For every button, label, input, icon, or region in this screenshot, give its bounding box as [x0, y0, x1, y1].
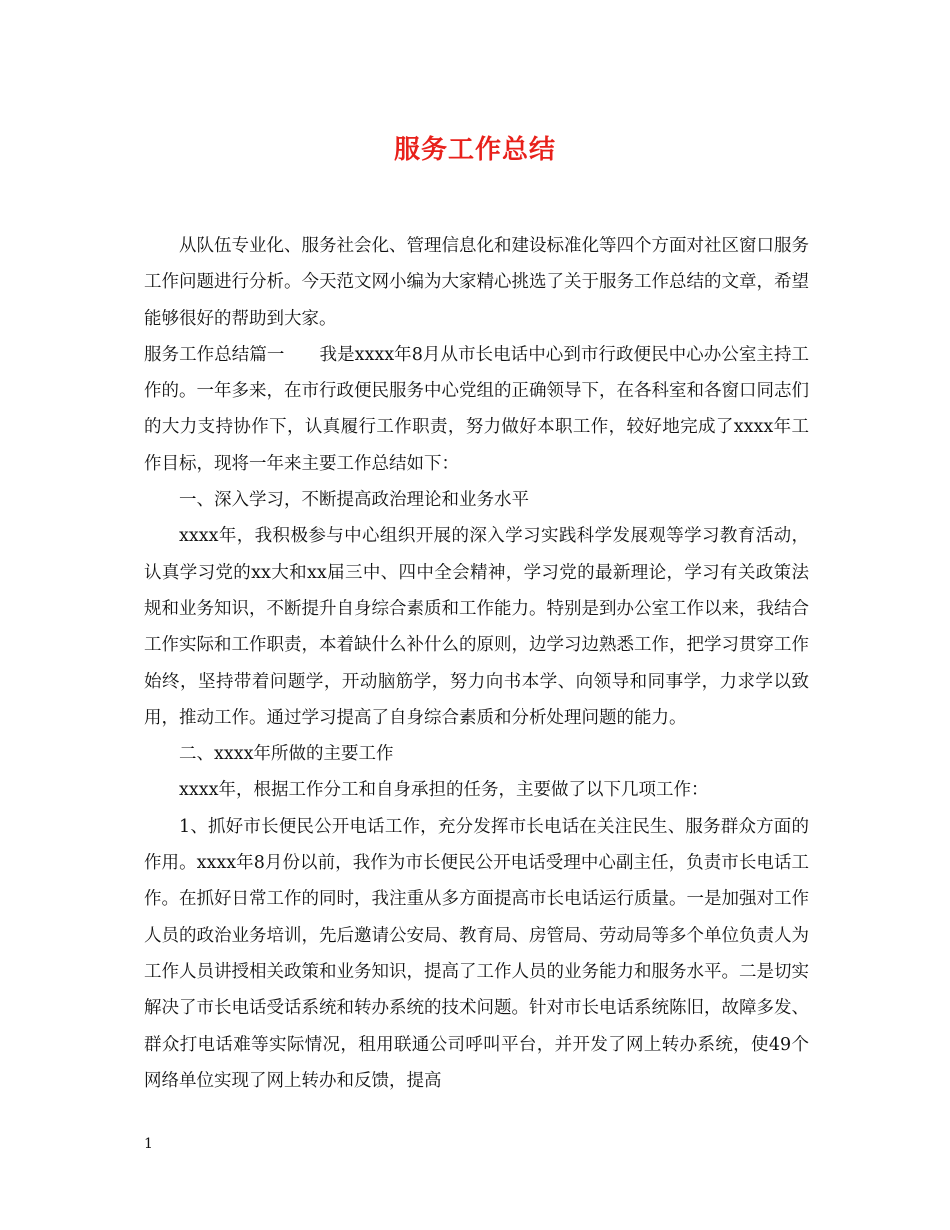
- paragraph-study: xxxx年，我积极参与中心组织开展的深入学习实践科学发展观等学习教育活动，认真学习党的xx大和xx届三中、四中全会精神，学习党的最新理论，学习有关政策法规和业务知识，不断提升自身综合素质和工作能力。特别是到办公室工作以来，我结合工作实际和工作职责，本着缺什么补什么的原则，边学习边熟悉工作，把学习贯穿工作始终，坚持带着问题学，开动脑筋学，努力向书本学、向领导和同事学，力求学以致用，推动工作。通过学习提高了自身综合素质和分析处理问题的能力。: [144, 526, 809, 728]
- document-body: [144, 228, 809, 1099]
- document-title: 服务工作总结: [393, 135, 556, 165]
- paragraph-hotline: 1、抓好市长便民公开电话工作，充分发挥市长电话在关注民生、服务群众方面的作用。xxxx年8月份以前，我作为市长便民公开电话受理中心副主任，负责市长电话工作。在抓好日常工作的同时，我注重从多方面提高市长电话运行质量。一是加强对工作人员的政治业务培训，先后邀请公安局、教育局、房管局、劳动局等多个单位负责人为工作人员讲授相关政策和业务知识，提高了工作人员的业务能力和服务水平。二是切实解决了市长电话受话系统和转办系统的技术问题。针对市长电话系统陈旧，故障多发、群众打电话难等实际情况，租用联通公司呼叫平台，并开发了网上转办系统，使49个网络单位实现了网上转办和反馈，提高: [144, 816, 809, 1091]
- paragraph-work-intro: xxxx年，根据工作分工和自身承担的任务，主要做了以下几项工作：: [179, 780, 709, 801]
- heading-main-work: 二、xxxx年所做的主要工作: [179, 744, 394, 765]
- paragraph-intro: 从队伍专业化、服务社会化、管理信息化和建设标准化等四个方面对社区窗口服务工作问题进行分析。今天范文网小编为大家精心挑选了关于服务工作总结的文章，希望能够很好的帮助到大家。: [144, 236, 809, 329]
- paragraph-section-one-start: 服务工作总结篇一 我是xxxx年8月从市长电话中心到市行政便民中心办公室主持工作的。一年多来，在市行政便民服务中心党组的正确领导下，在各科室和各窗口同志们的大力支持协作下，认真履行工作职责，努力做好本职工作，较好地完成了xxxx年工作目标，现将一年来主要工作总结如下：: [144, 344, 809, 474]
- page-number: 1: [144, 1136, 153, 1152]
- heading-study: 一、深入学习，不断提高政治理论和业务水平: [179, 490, 529, 511]
